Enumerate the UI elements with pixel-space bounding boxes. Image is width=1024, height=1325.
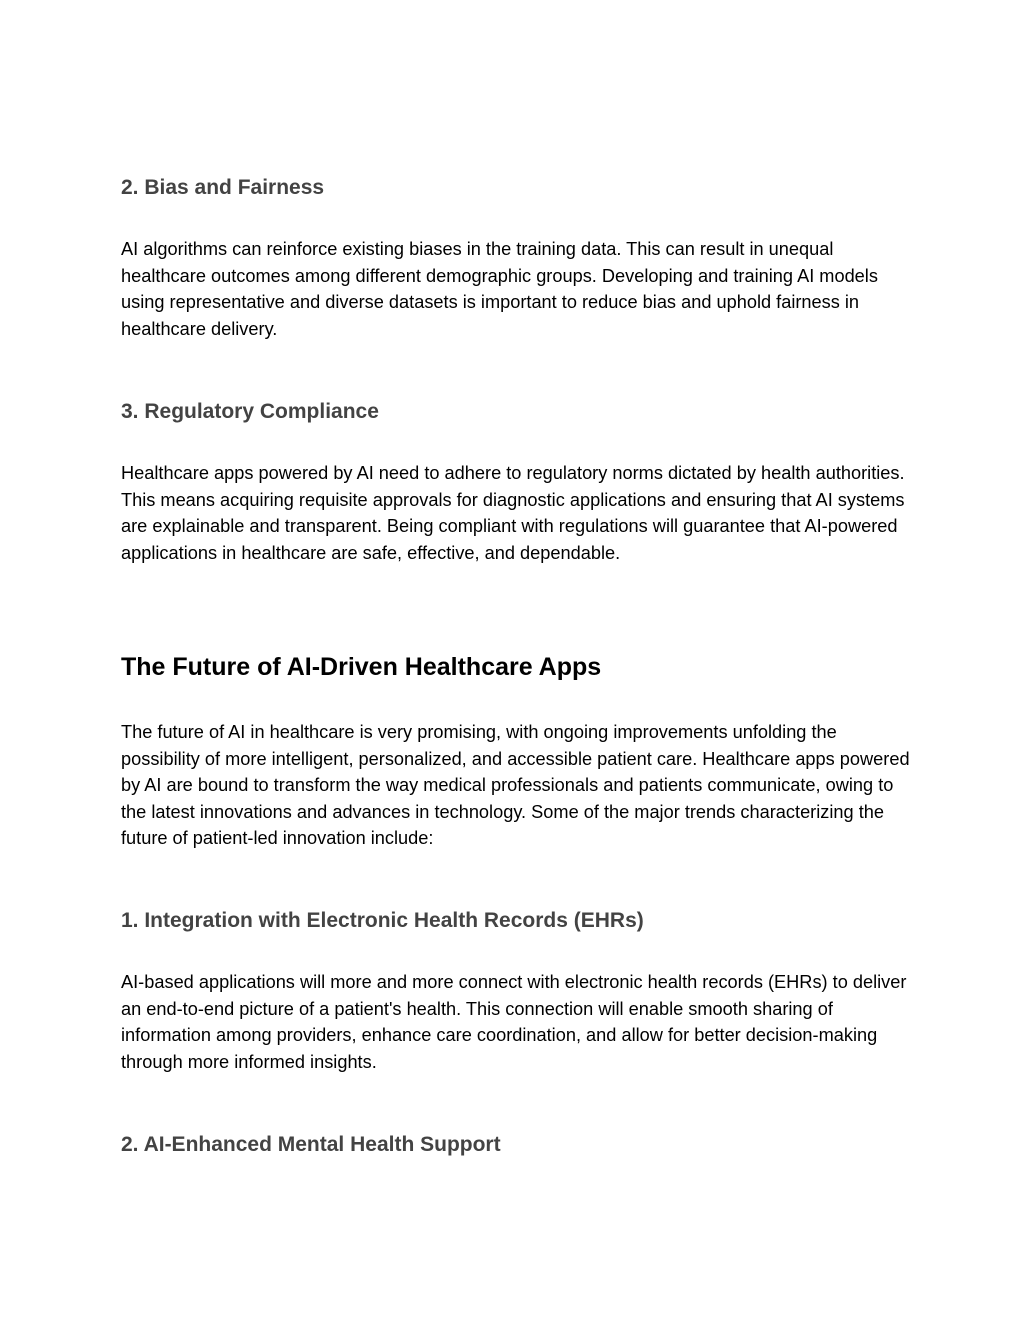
section-heading-mental-health: 2. AI-Enhanced Mental Health Support	[121, 1133, 501, 1156]
section-heading-regulatory-compliance: 3. Regulatory Compliance	[121, 400, 379, 423]
section-heading-future: The Future of AI-Driven Healthcare Apps	[121, 653, 602, 681]
paragraph-ehr-integration: AI-based applications will more and more connect with electronic health records (EHRs) to deliver an end-to-end picture of a patient's health. This connection will enable smooth sharing of information among providers, enhance care coordination, and allow for better decision-making through more informed insights.	[121, 972, 907, 1072]
paragraph-regulatory-compliance: Healthcare apps powered by AI need to adhere to regulatory norms dictated by health authorities. This means acquiring requisite approvals for diagnostic applications and ensuring that AI systems are explainable and transparent. Being compliant with regulations will guarantee that AI-powered applications in healthcare are safe, effective, and dependable.	[121, 463, 905, 563]
section-heading-bias-fairness: 2. Bias and Fairness	[121, 176, 325, 199]
paragraph-future: The future of AI in healthcare is very promising, with ongoing improvements unfolding the possibility of more intelligent, personalized, and accessible patient care. Healthcare apps powered by AI are bound to transform the way medical professionals and patients communicate, owing to the latest innovations and advances in technology. Some of the major trends characterizing the future of patient-led innovation include:	[121, 722, 910, 848]
paragraph-bias-fairness: AI algorithms can reinforce existing biases in the training data. This can result in unequal healthcare outcomes among different demographic groups. Developing and training AI models using representative and diverse datasets is important to reduce bias and uphold fairness in healthcare delivery.	[121, 239, 878, 339]
section-heading-ehr-integration: 1. Integration with Electronic Health Records (EHRs)	[121, 909, 644, 932]
